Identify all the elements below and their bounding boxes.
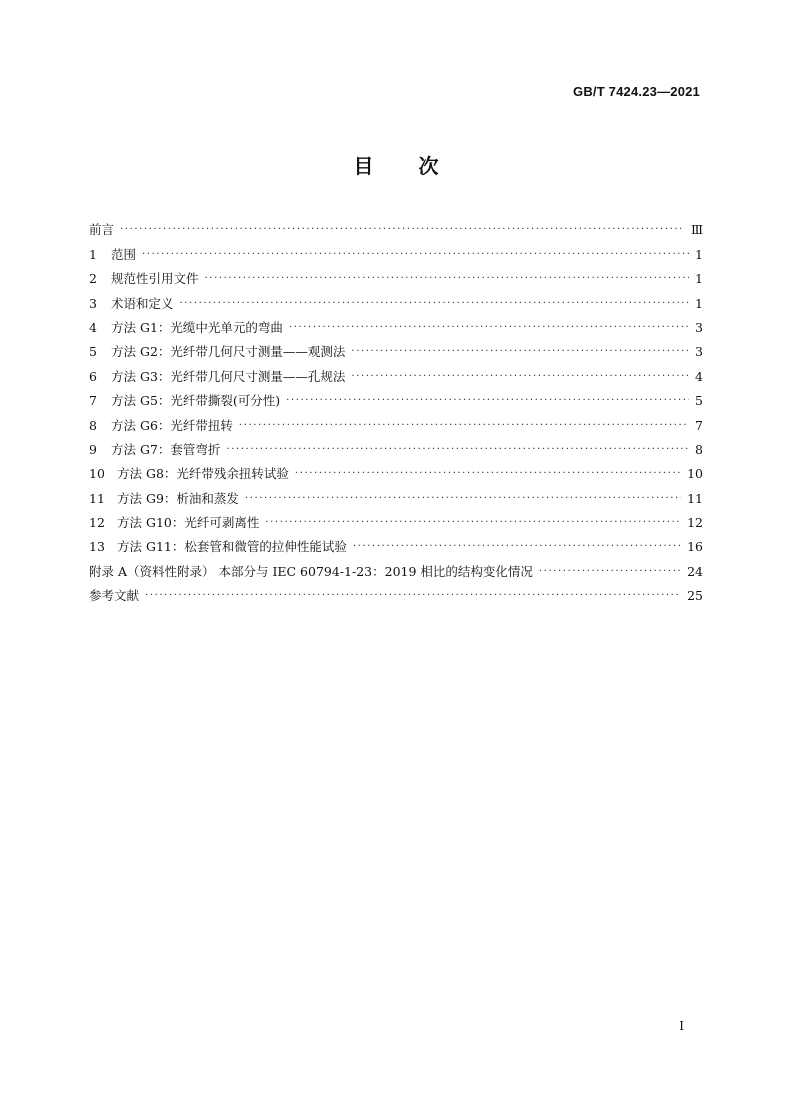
toc-entry-13[interactable] <box>89 531 703 555</box>
toc-entry-number: 8 <box>89 417 97 433</box>
toc-entry-4[interactable] <box>89 312 703 336</box>
toc-entry-number: 9 <box>89 441 97 457</box>
toc-entry-label: 方法 G7：套管弯折 <box>111 441 221 457</box>
standard-number: GB/T 7424.23—2021 <box>573 84 700 99</box>
toc-entry-label: 方法 G3：光纤带几何尺寸测量——孔规法 <box>111 368 346 384</box>
toc-entry-label: 前言 <box>89 222 115 238</box>
toc-entry-label: 方法 G8：光纤带残余扭转试验 <box>117 466 289 482</box>
toc-entry-page: 5 <box>695 393 703 409</box>
toc-entry-number: 13 <box>89 539 105 555</box>
toc-entry-label: 方法 G10：光纤可剥离性 <box>117 515 260 531</box>
toc-dot-leader <box>239 415 689 431</box>
toc-entry-9[interactable] <box>89 434 703 458</box>
toc-entry-label: 术语和定义 <box>111 295 174 311</box>
toc-entry-page: 10 <box>687 466 703 482</box>
toc-entry-annex-a[interactable] <box>89 555 703 579</box>
toc-dot-leader <box>289 317 689 333</box>
toc-entry-3[interactable] <box>89 287 703 311</box>
toc-entry-number: 10 <box>89 466 105 482</box>
toc-entry-number: 7 <box>89 393 97 409</box>
toc-entry-foreword[interactable] <box>89 214 703 238</box>
toc-dot-leader <box>351 341 689 357</box>
toc-dot-leader <box>539 561 681 577</box>
toc-entry-label: 参考文献 <box>89 588 140 604</box>
toc-entry-page: 1 <box>695 246 703 262</box>
page-title: 目 次 <box>353 154 439 178</box>
toc-entry-page: 4 <box>695 368 703 384</box>
toc-entry-number: 5 <box>89 344 97 360</box>
toc-entry-page: 3 <box>695 344 703 360</box>
toc-entry-page: 3 <box>695 319 703 335</box>
toc-dot-leader <box>245 488 681 504</box>
toc-entry-label: 范围 <box>111 246 137 262</box>
toc-entry-5[interactable] <box>89 336 703 360</box>
toc-entry-8[interactable] <box>89 409 703 433</box>
toc-entry-number: 6 <box>89 368 97 384</box>
toc-entry-number: 12 <box>89 515 105 531</box>
toc-entry-page: 7 <box>695 417 703 433</box>
toc-entry-label: 方法 G2：光纤带几何尺寸测量——观测法 <box>111 344 346 360</box>
toc-entry-number: 11 <box>89 490 105 506</box>
toc-entry-2[interactable] <box>89 263 703 287</box>
toc-entry-page: 8 <box>695 441 703 457</box>
toc-entry-page: 25 <box>687 588 703 604</box>
toc-entry-7[interactable] <box>89 385 703 409</box>
toc-entry-page: 1 <box>695 271 703 287</box>
toc-dot-leader <box>351 366 689 382</box>
toc-entry-label: 方法 G11：松套管和微管的拉伸性能试验 <box>117 539 347 555</box>
toc-entry-number: 2 <box>89 271 97 287</box>
toc-entry-12[interactable] <box>89 507 703 531</box>
toc-entry-label: 方法 G9：析油和蒸发 <box>117 490 239 506</box>
toc-dot-leader <box>142 244 689 260</box>
toc-entry-page: 24 <box>687 563 703 579</box>
toc-entry-label: 方法 G1：光缆中光单元的弯曲 <box>111 319 283 335</box>
toc-entry-number: 4 <box>89 319 97 335</box>
toc-entry-number: 3 <box>89 295 97 311</box>
toc-dot-leader <box>226 439 689 455</box>
toc-entry-6[interactable] <box>89 360 703 384</box>
toc-entry-page: Ⅲ <box>690 222 703 238</box>
toc-dot-leader <box>265 512 681 528</box>
toc-dot-leader <box>295 463 681 479</box>
toc-entry-number: 1 <box>89 246 97 262</box>
toc-dot-leader <box>286 390 689 406</box>
toc-entry-label: 方法 G5：光纤带撕裂(可分性) <box>111 393 281 409</box>
toc-dot-leader <box>353 536 681 552</box>
toc-dot-leader <box>205 268 689 284</box>
toc-entry-page: 11 <box>687 490 703 506</box>
toc-entry-page: 16 <box>687 539 703 555</box>
toc-entry-page: 12 <box>687 515 703 531</box>
toc-entry-10[interactable] <box>89 458 703 482</box>
toc-entry-label: 方法 G6：光纤带扭转 <box>111 417 233 433</box>
toc-entry-1[interactable] <box>89 238 703 262</box>
toc-entry-bibliography[interactable] <box>89 580 703 604</box>
toc-dot-leader <box>145 585 681 601</box>
toc-entry-label: 规范性引用文件 <box>111 271 199 287</box>
toc-entry-11[interactable] <box>89 482 703 506</box>
toc-entry-page: 1 <box>695 295 703 311</box>
page-number: Ⅰ <box>679 1019 684 1033</box>
table-of-contents <box>89 214 703 604</box>
toc-dot-leader <box>120 219 685 235</box>
toc-entry-label: 附录 A（资料性附录） 本部分与 IEC 60794-1-23：2019 相比的结构变化情况 <box>89 563 533 579</box>
toc-dot-leader <box>180 293 689 309</box>
